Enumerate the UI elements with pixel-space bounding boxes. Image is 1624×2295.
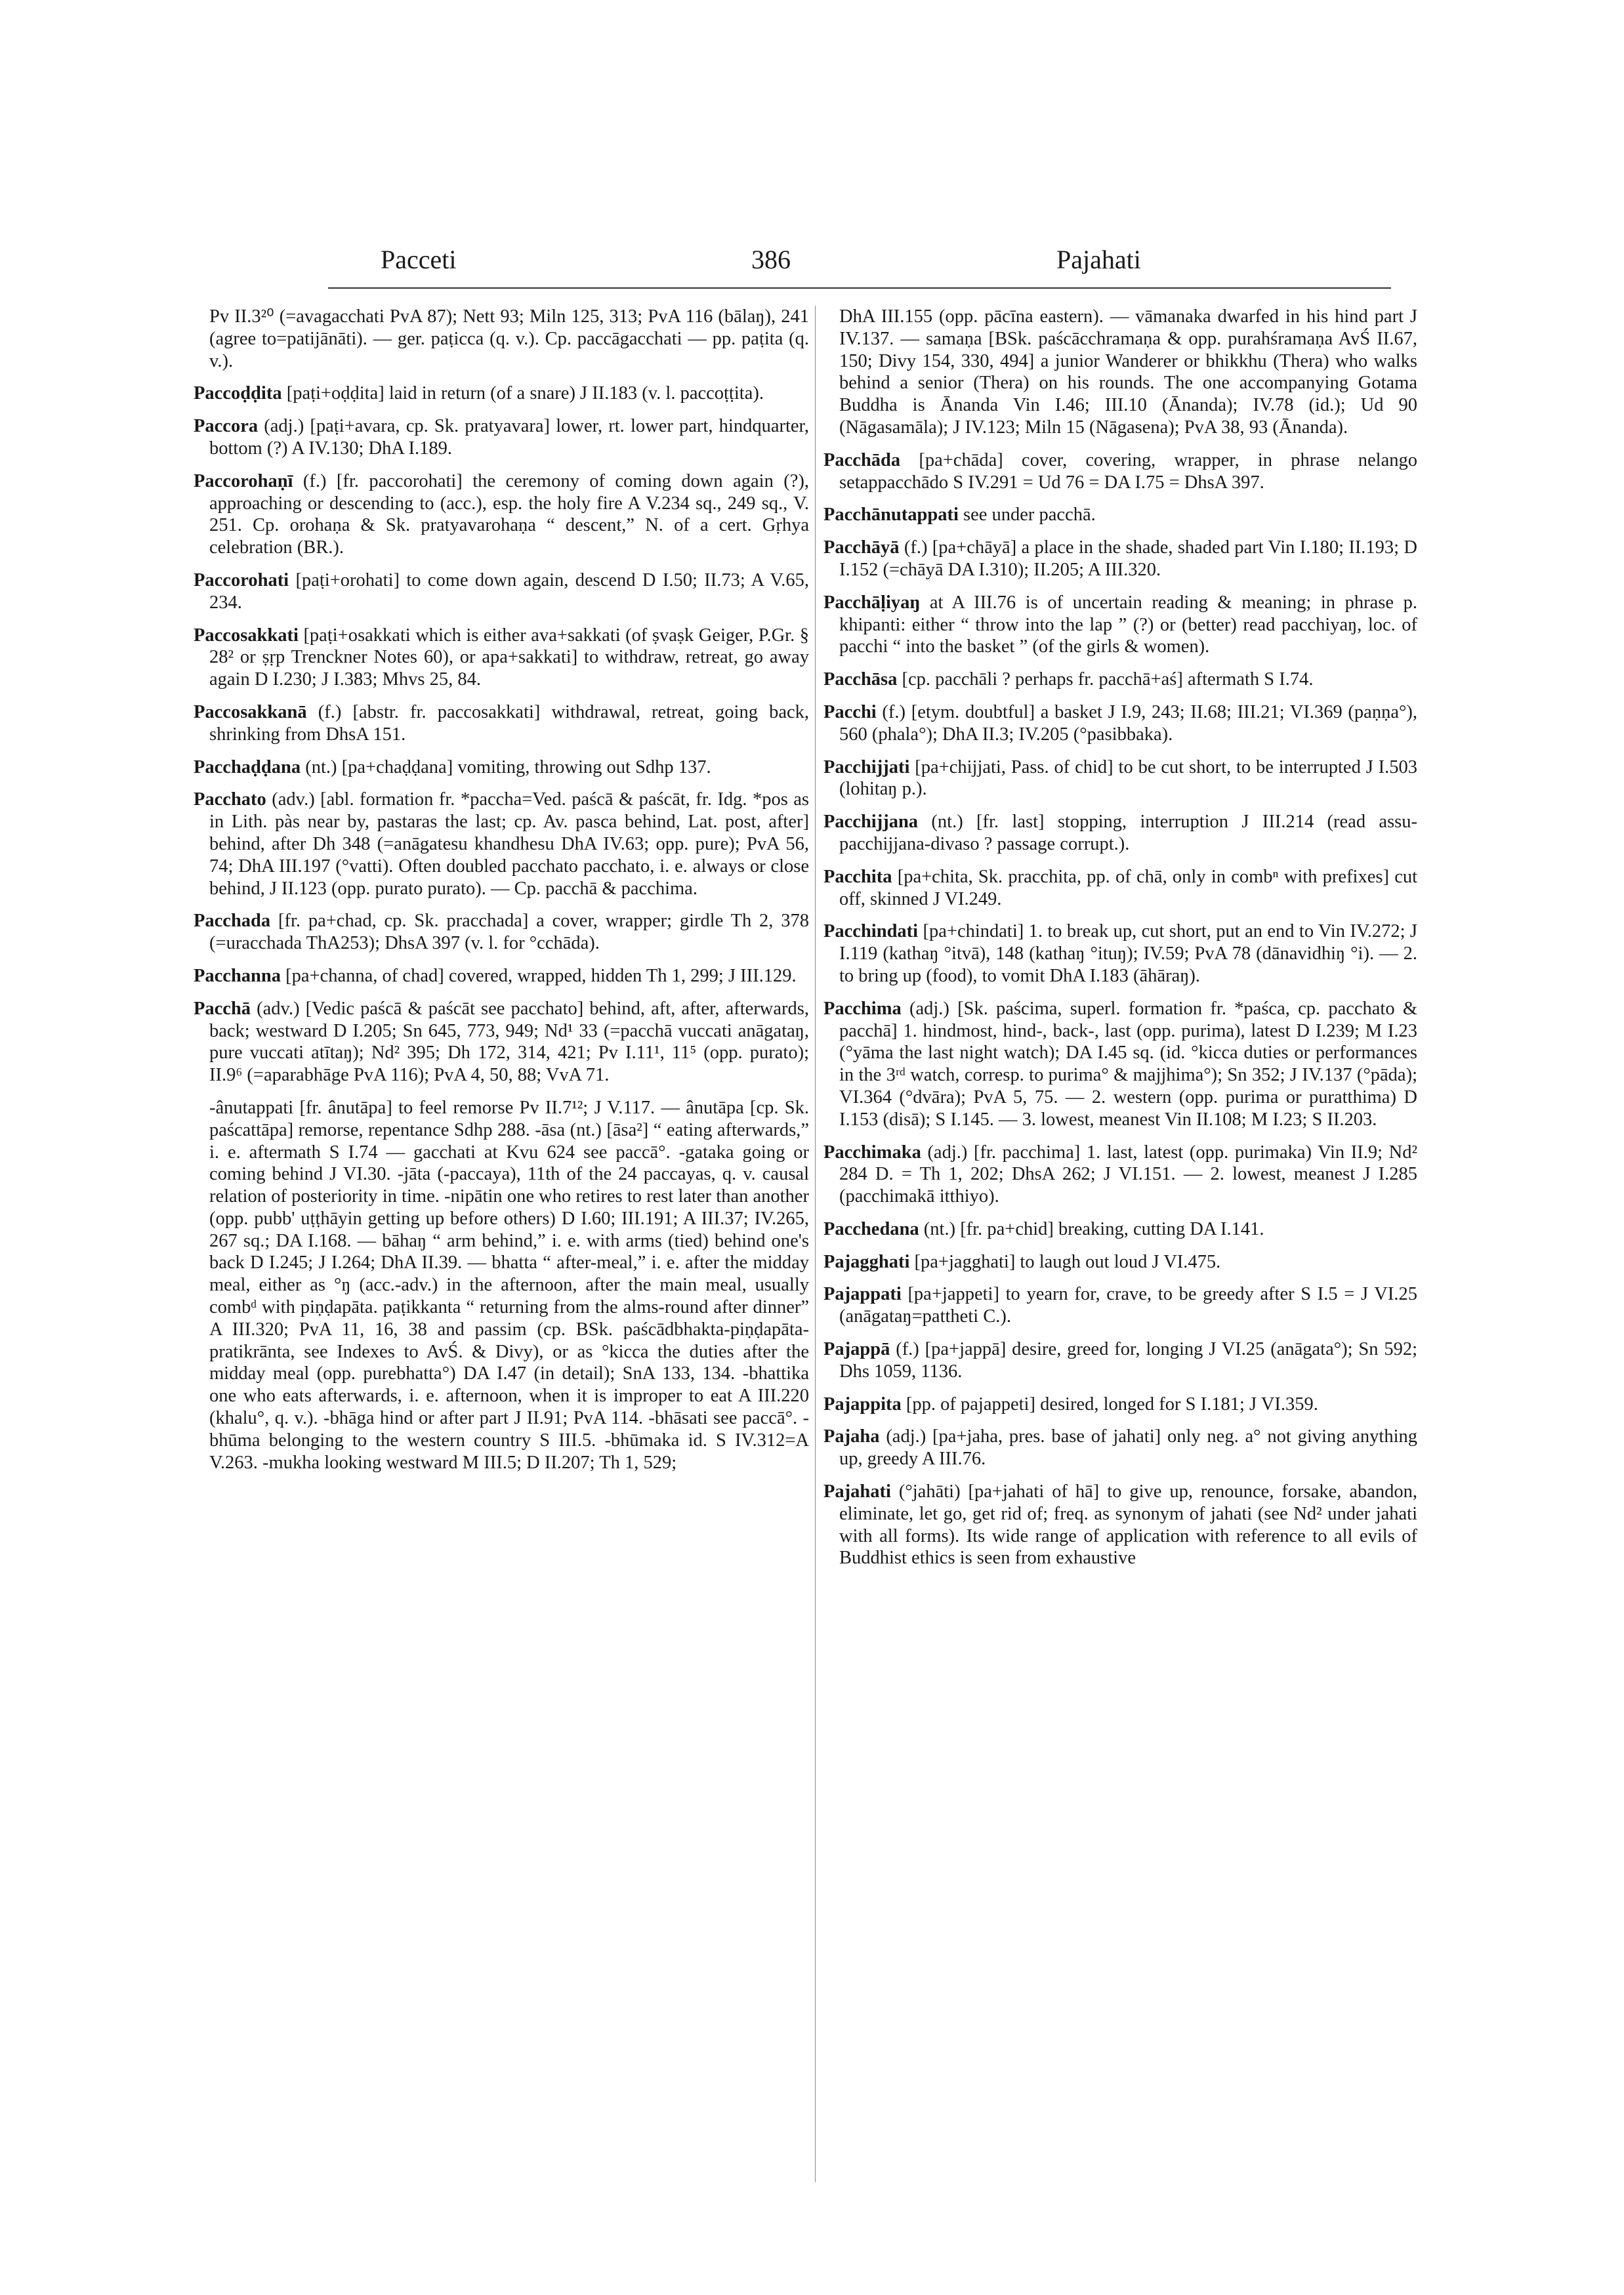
entry-definition: (nt.) [fr. pa+chid] breaking, cutting DA I.141. xyxy=(923,1218,1264,1239)
entry-definition: [paṭi+osakkati which is either ava+sakkati (of ṣvaṣk Geiger, P.Gr. § 28² or ṣṛp Trenckner Notes 60), or apa+sakkati] to withdraw, retreat, go away again D I.230; J I.383; Mhvs 25, 84. xyxy=(209,625,809,690)
entry-definition: (f.) [fr. paccorohati] the ceremony of coming down again (?), approaching or descending to (acc.), esp. the holy fire A V.234 sq., 249 sq., V. 251. Cp. orohaṇa & Sk. pratyavarohaṇa “ descent,” N. of a cert. Gṛhya celebration (BR.). xyxy=(209,470,810,558)
entry-headword: Pacchima xyxy=(823,998,902,1019)
entry-definition: -ânutappati [fr. ânutāpa] to feel remorse Pv II.7¹²; J V.117. — ânutāpa [cp. Sk. paścattāpa] remorse, repentance Sdhp 288. -āsa (nt.) [āsa²] “ eating afterwards,” i. e. aftermath S I.74 — gacchati at Kvu 624 see paccā°. -gataka going or coming behind J VI.30. -jāta (-paccaya), 11th of the 24 paccayas, q. v. causal relation of posteriority in time. -nipātin one who retires to rest later than another (opp. pubb' uṭṭhāyin getting up before others) D I.60; III.191; A III.37; IV.265, 267 sq.; DA I.168. — bāhaŋ “ arm behind,” i. e. with arms (tied) behind one's back D I.245; J I.264; DhA II.39. — bhatta “ after-meal,” i. e. after the midday meal, either as °ŋ (acc.-adv.) in the afternoon, after the main meal, usually combᵈ with piṇḍapāta. paṭikkanta “ returning from the alms-round after dinner” A III.320; PvA 11, 16, 38 and passim (cp. BSk. paścādbhakta-piṇḍapāta-pratikrānta, see Indexes to AvŚ. & Divy), or as °kicca the duties after the midday meal (opp. purebhatta°) DA I.47 (in detail); SnA 133, 134. -bhattika one who eats afterwards, i. e. afternoon, when it is improper to eat A III.220 (khalu°, q. v.). -bhāga hind or after part J II.91; PvA 114. -bhāsati see paccā°. -bhūma belonging to the western country S III.5. -bhūmaka id. S IV.312=A V.263. -mukha looking westward M III.5; D II.207; Th 1, 529; xyxy=(209,1097,809,1473)
entry-headword: Pacchā xyxy=(194,998,251,1019)
dictionary-entry xyxy=(194,910,809,955)
entry-definition: Pv II.3²⁰ (=avagacchati PvA 87); Nett 93; Miln 125, 313; PvA 116 (bālaŋ), 241 (agree to=patijānāti). — ger. paṭicca (q. v.). Cp. paccāgacchati — pp. paṭita (q. v.). xyxy=(209,306,809,371)
entry-definition: [cp. pacchāli ? perhaps fr. pacchā+aś] aftermath S I.74. xyxy=(902,669,1314,690)
dictionary-entry xyxy=(823,1426,1417,1470)
entry-definition: at A III.76 is of uncertain reading & meaning; in phrase p. khipanti: either “ throw into the lap ” (?) or (better) read pacchiyaŋ, loc. of pacchi “ into the basket ” (of the girls & women). xyxy=(839,592,1418,657)
entry-definition: [pa+channa, of chad] covered, wrapped, hidden Th 1, 299; J III.129. xyxy=(285,965,797,986)
page-number: 386 xyxy=(751,245,791,274)
entry-definition: (f.) [abstr. fr. paccosakkati] withdrawal, retreat, going back, shrinking from DhsA 151. xyxy=(209,701,810,745)
entry-headword: Paccoḍḍita xyxy=(194,383,282,404)
entry-definition: [paṭi+oḍḍita] laid in return (of a snare) J II.183 (v. l. paccoṭṭita). xyxy=(286,383,764,404)
dictionary-entry xyxy=(194,998,809,1086)
dictionary-entry xyxy=(823,449,1417,494)
entry-definition: [pa+chijjati, Pass. of chid] to be cut short, to be interrupted J I.503 (lohitaŋ p.). xyxy=(839,756,1418,800)
entry-definition: (adj.) [fr. pacchima] 1. last, latest (opp. purimaka) Vin II.9; Nd² 284 D. = Th 1, 202; DhsA 262; J VI.151. — 2. lowest, meanest J I.285 (pacchimakā itthiyo). xyxy=(839,1142,1417,1207)
entry-headword: Pajaha xyxy=(823,1426,880,1447)
entry-headword: Pacchato xyxy=(194,789,266,810)
dictionary-entry xyxy=(823,1142,1417,1208)
dictionary-entry xyxy=(823,1283,1417,1328)
dictionary-entry xyxy=(194,415,809,460)
entry-headword: Pajappita xyxy=(823,1394,902,1415)
dictionary-entry xyxy=(823,920,1417,987)
dictionary-entry xyxy=(194,382,809,405)
entry-headword: Pacchijjana xyxy=(823,812,919,833)
entry-definition: [pa+chindati] 1. to break up, cut short, put an end to Vin IV.272; J I.119 (kathaŋ °itvā), 148 (kathaŋ °ituŋ); IV.59; PvA 78 (dānavidhiŋ °i). — 2. to bring up (food), to vomit DhA I.183 (āhāraŋ). xyxy=(839,921,1418,986)
entry-headword: Pacchāsa xyxy=(823,669,898,690)
entry-definition: DhA III.155 (opp. pācīna eastern). — vāmanaka dwarfed in his hind part J IV.137. — samaṇa [BSk. paścācchramaṇa & opp. purahśramaṇa AvŚ II.67, 150; Divy 154, 330, 494] a junior Wanderer or bhikkhu (Thera) who walks behind a senior (Thera) on his rounds. The one accompanying Gotama Buddha is Ānanda Vin I.46; III.10 (Ānanda); IV.78 (id.); Ud 90 (Nāgasamāla); J IV.123; Miln 15 (Nāgasena); PvA 38, 93 (Ānanda). xyxy=(839,306,1417,438)
entry-headword: Pacchita xyxy=(823,866,892,887)
dictionary-entry xyxy=(823,701,1417,746)
dictionary-entry xyxy=(194,569,809,614)
entry-definition: [pa+chāda] cover, covering, wrapper, in phrase nelango setappacchādo S IV.291 = Ud 76 = DA I.75 = DhsA 397. xyxy=(839,449,1417,493)
entry-definition: [fr. pa+chad, cp. Sk. pracchada] a cover, wrapper; girdle Th 2, 378 (=uracchada ThA253); DhsA 397 (v. l. for °cchāda). xyxy=(209,911,809,954)
right-column xyxy=(823,306,1417,1580)
entry-definition: [paṭi+orohati] to come down again, descend D I.50; II.73; A V.65, 234. xyxy=(209,569,810,613)
dictionary-entry xyxy=(823,811,1417,856)
page-header xyxy=(381,244,1404,290)
dictionary-entry xyxy=(823,1251,1417,1273)
entry-definition: [pa+chita, Sk. pracchita, pp. of chā, only in combⁿ with prefixes] cut off, skinned J VI.249. xyxy=(839,866,1418,909)
dictionary-entry xyxy=(823,1394,1417,1416)
entry-headword: Pacchaḍḍana xyxy=(194,756,301,777)
entry-headword: Pacchedana xyxy=(823,1218,919,1239)
entry-definition: (adj.) [paṭi+avara, cp. Sk. pratyavara] lower, rt. lower part, hindquarter, bottom (?) A IV.130; DhA I.189. xyxy=(209,416,809,459)
entry-headword: Pajahati xyxy=(823,1481,891,1502)
dictionary-entry xyxy=(823,504,1417,526)
entry-headword: Pacchindati xyxy=(823,921,919,942)
dictionary-entry xyxy=(823,306,1417,439)
dictionary-entry xyxy=(823,537,1417,581)
entry-definition: [pp. of pajappeti] desired, longed for S I.181; J VI.359. xyxy=(906,1394,1318,1415)
entry-headword: Pacchānutappati xyxy=(823,505,959,526)
entry-definition: (adv.) [Vedic paścā & paścāt see pacchato] behind, aft, after, afterwards, back; westward D I.205; Sn 645, 773, 949; Nd¹ 33 (=pacchā vuccati anāgataŋ, pure vuccati atītaŋ); Nd² 395; Dh 172, 314, 421; Pv I.11¹, 11⁵ (opp. purato); II.9⁶ (=aparabhāge PvA 116); PvA 4, 50, 88; VvA 71. xyxy=(209,998,809,1086)
dictionary-entry xyxy=(823,756,1417,801)
entry-headword: Paccosakkanā xyxy=(194,701,307,722)
dictionary-entry xyxy=(194,789,809,899)
entry-headword: Pacchāda xyxy=(823,449,901,470)
entry-headword: Pacchada xyxy=(194,911,271,932)
entry-definition: see under pacchā. xyxy=(963,505,1096,526)
entry-headword: Pacchijjati xyxy=(823,756,910,777)
dictionary-entry xyxy=(194,701,809,746)
dictionary-entry xyxy=(823,1481,1417,1569)
header-right-guideword: Pajahati xyxy=(1056,245,1141,274)
entry-headword: Paccora xyxy=(194,416,259,437)
entry-definition: (f.) [pa+jappā] desire, greed for, longing J VI.25 (anāgata°); Sn 592; Dhs 1059, 1136. xyxy=(839,1339,1417,1382)
entry-definition: (f.) [pa+chāyā] a place in the shade, shaded part Vin I.180; II.193; D I.152 (=chāyā DA I.310); II.205; A III.320. xyxy=(839,537,1417,580)
left-column xyxy=(194,306,809,1484)
entry-headword: Paccorohaṇī xyxy=(194,470,293,491)
dictionary-entry xyxy=(823,1218,1417,1241)
entry-definition: [pa+jappeti] to yearn for, crave, to be greedy after S I.5 = J VI.25 (anāgataŋ=pattheti C.). xyxy=(839,1284,1417,1327)
entry-definition: [pa+jagghati] to laugh out loud J VI.475. xyxy=(914,1251,1221,1272)
dictionary-entry xyxy=(823,1338,1417,1383)
dictionary-entry xyxy=(194,625,809,691)
dictionary-entry xyxy=(823,592,1417,658)
entry-headword: Pajappā xyxy=(823,1339,890,1360)
dictionary-entry xyxy=(823,866,1417,911)
entry-headword: Pajagghati xyxy=(823,1251,910,1272)
entry-headword: Paccosakkati xyxy=(194,625,299,646)
dictionary-entry xyxy=(194,965,809,987)
dictionary-entry xyxy=(194,1097,809,1474)
dictionary-entry xyxy=(823,669,1417,691)
dictionary-entry xyxy=(194,306,809,372)
entry-headword: Paccorohati xyxy=(194,569,289,590)
entry-definition: (f.) [etym. doubtful] a basket J I.9, 243; II.68; III.21; VI.369 (paṇṇa°), 560 (phala°); DhA II.3; IV.205 (°pasibbaka). xyxy=(839,701,1417,745)
entry-definition: (°jahāti) [pa+jahati of hā] to give up, renounce, forsake, abandon, eliminate, let go, get rid of; freq. as synonym of jahati (see Nd² under jahati with all forms). Its wide range of application with reference to all evils of Buddhist ethics is seen from exhaustive xyxy=(839,1481,1418,1569)
dictionary-entry xyxy=(194,470,809,559)
entry-headword: Pacchi xyxy=(823,701,877,722)
entry-headword: Pacchimaka xyxy=(823,1142,921,1163)
column-divider xyxy=(815,306,816,2182)
entry-headword: Pacchāḷiyaŋ xyxy=(823,592,921,613)
dictionary-entry xyxy=(823,998,1417,1131)
entry-definition: (nt.) [pa+chaḍḍana] vomiting, throwing out Sdhp 137. xyxy=(305,756,711,777)
entry-headword: Pacchāyā xyxy=(823,537,900,558)
header-left-guideword: Pacceti xyxy=(381,245,457,274)
dictionary-entry xyxy=(194,756,809,779)
entry-definition: (adj.) [pa+jaha, pres. base of jahati] only neg. a° not giving anything up, greedy A III.76. xyxy=(839,1426,1417,1470)
header-rule xyxy=(328,287,1391,289)
entry-headword: Pacchanna xyxy=(194,965,281,986)
entry-headword: Pajappati xyxy=(823,1284,902,1305)
entry-definition: (adj.) [Sk. paścima, superl. formation fr. *paśca, cp. pacchato & pacchā] 1. hindmost, hind-, back-, last (opp. purima), latest D I.239; M I.23 (°yāma the last night watch); DA I.45 sq. (id. °kicca duties or performances in the 3ʳᵈ watch, corresp. to purima° & majjhima°); Sn 352; J IV.137 (°pāda); VI.364 (°dvāra); PvA 5, 75. — 2. western (opp. purima or puratthima) D I.153 (disā); S I.145. — 3. lowest, meanest Vin II.108; M I.23; S II.203. xyxy=(839,998,1417,1130)
entry-definition: (nt.) [fr. last] stopping, interruption J III.214 (read assu-pacchijjana-divaso ? passage corrupt.). xyxy=(839,812,1418,854)
entry-definition: (adv.) [abl. formation fr. *paccha=Ved. paścā & paścāt, fr. Idg. *pos as in Lith. pàs near by, pastaras the last; cp. Av. pasca behind, Lat. post, after] behind, after Dh 348 (=anāgatesu khandhesu DhA IV.63; opp. pure); PvA 56, 74; DhA III.197 (°vatti). Often doubled pacchato pacchato, i. e. always or close behind, J II.123 (opp. purato purato). — Cp. pacchā & pacchima. xyxy=(209,789,810,899)
